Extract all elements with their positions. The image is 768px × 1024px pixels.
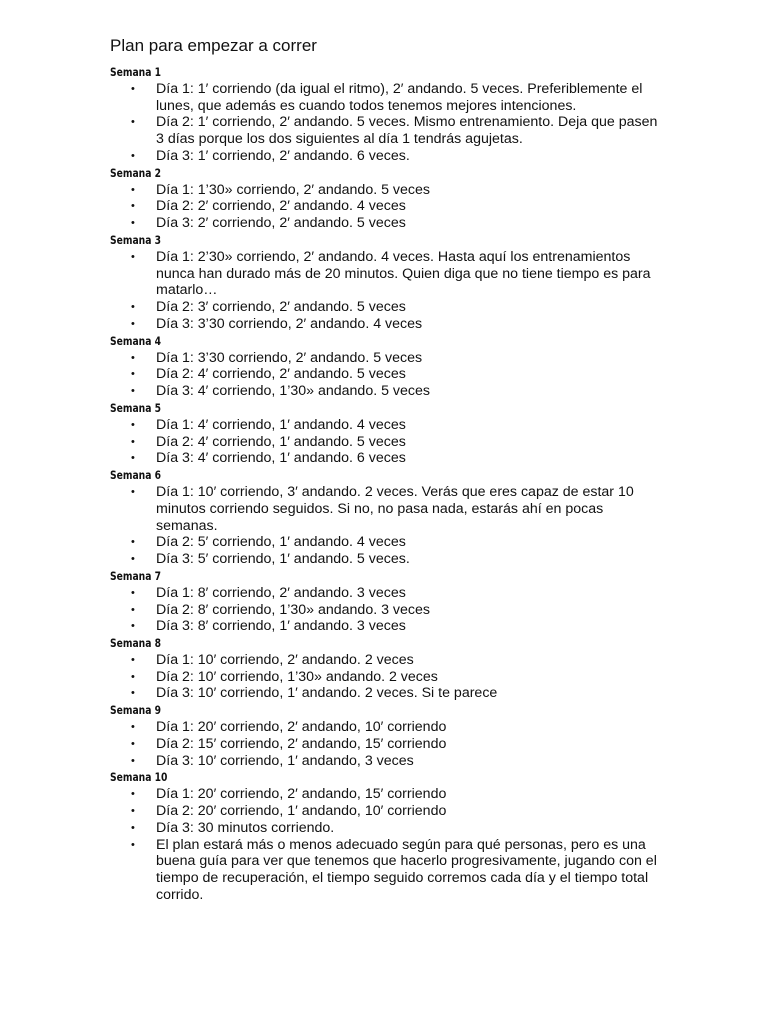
week-section (110, 333, 670, 400)
list-item (110, 484, 670, 534)
list-item (110, 652, 670, 669)
list-item (110, 585, 670, 602)
week-heading: Semana 7 (110, 568, 162, 583)
bullet-icon: • (131, 485, 135, 498)
day-list (110, 81, 670, 165)
list-item (110, 417, 670, 434)
week-section (110, 467, 670, 568)
week-heading: Semana 9 (110, 703, 162, 718)
list-item (110, 198, 670, 215)
bullet-icon: • (131, 452, 135, 465)
week-section (110, 64, 670, 165)
list-item (110, 736, 670, 753)
document-title: Plan para empezar a correr (110, 36, 317, 55)
list-item (110, 551, 670, 568)
list-item-text: Día 1: 4′ corriendo, 1′ andando. 4 veces (156, 416, 406, 433)
bullet-icon: • (131, 553, 135, 566)
day-list (110, 585, 670, 635)
list-item (110, 182, 670, 199)
list-item (110, 719, 670, 736)
bullet-icon: • (131, 183, 135, 196)
list-item (110, 249, 670, 299)
week-heading: Semana 1 (110, 65, 162, 79)
bullet-icon: • (131, 385, 135, 398)
list-item-text: Día 2: 4′ corriendo, 1′ andando. 5 veces (156, 433, 406, 450)
list-item (110, 114, 670, 148)
bullet-icon: • (131, 805, 135, 818)
bullet-icon: • (131, 721, 135, 734)
week-heading: Semana 4 (110, 333, 162, 348)
list-item-text: Día 1: 10′ corriendo, 2′ andando. 2 veces (156, 651, 414, 668)
training-plan (110, 64, 670, 904)
list-item-text: Día 3: 30 minutos corriendo. (156, 819, 335, 836)
list-item (110, 534, 670, 551)
bullet-icon: • (131, 603, 135, 616)
day-list (110, 249, 670, 333)
bullet-icon: • (131, 217, 135, 230)
list-item-text: El plan estará más o menos adecuado según para qué personas, pero es una buena guía para ver que tenemos que hacerlo progresivamente, jugando con el tiempo de recuperación, el tiempo seguido corremos cada día y el tiempo total corrido. (156, 836, 657, 904)
week-section (110, 400, 670, 467)
bullet-icon: • (131, 116, 135, 129)
week-section (110, 232, 670, 333)
list-item (110, 316, 670, 333)
list-item-text: Día 1: 20′ corriendo, 2′ andando, 10′ corriendo (156, 719, 447, 736)
bullet-icon: • (131, 351, 135, 364)
list-item-text: Día 3: 5′ corriendo, 1′ andando. 5 veces. (156, 551, 410, 568)
list-item (110, 602, 670, 619)
list-item (110, 786, 670, 803)
week-heading: Semana 8 (110, 636, 162, 651)
list-item-text: Día 1: 3’30 corriendo, 2′ andando. 5 veces (156, 349, 423, 366)
week-section (110, 165, 670, 232)
week-heading: Semana 3 (110, 232, 162, 247)
bullet-icon: • (131, 301, 135, 314)
list-item-text: Día 3: 2′ corriendo, 2′ andando. 5 veces (156, 215, 406, 232)
list-item (110, 366, 670, 383)
list-item-text: Día 1: 10′ corriendo, 3′ andando. 2 veces. Verás que eres capaz de estar 10 minutos corriendo seguidos. Si no, no pasa nada, estarás ahí en pocas semanas. (156, 483, 634, 534)
list-item-text: Día 3: 10′ corriendo, 1′ andando, 3 veces (156, 752, 414, 769)
list-item-text: Día 2: 1′ corriendo, 2′ andando. 5 veces. Mismo entrenamiento. Deja que pasen 3 días porque los dos siguientes al día 1 tendrás agujetas. (156, 114, 658, 148)
bullet-icon: • (131, 536, 135, 549)
day-list (110, 484, 670, 568)
list-item (110, 383, 670, 400)
list-item (110, 685, 670, 702)
list-item-text: Día 3: 10′ corriendo, 1′ andando. 2 veces. Si te parece (156, 685, 498, 702)
day-list (110, 182, 670, 232)
day-list (110, 417, 670, 467)
week-section (110, 702, 670, 769)
bullet-icon: • (131, 687, 135, 700)
bullet-icon: • (131, 82, 135, 95)
list-item (110, 618, 670, 635)
week-section (110, 568, 670, 635)
week-heading: Semana 10 (110, 770, 168, 785)
list-item-text: Día 2: 4′ corriendo, 2′ andando. 5 veces (156, 366, 406, 383)
list-item (110, 669, 670, 686)
list-item (110, 803, 670, 820)
list-item (110, 753, 670, 770)
list-item-text: Día 2: 8′ corriendo, 1’30» andando. 3 veces (156, 601, 430, 618)
bullet-icon: • (131, 149, 135, 162)
list-item-text: Día 2: 15′ corriendo, 2′ andando, 15′ corriendo (156, 735, 447, 752)
day-list (110, 786, 670, 904)
list-item-text: Día 1: 2’30» corriendo, 2′ andando. 4 veces. Hasta aquí los entrenamientos nunca han durado más de 20 minutos. Quien diga que no tiene tiempo es para matarlo… (156, 248, 651, 299)
list-item (110, 299, 670, 316)
day-list (110, 652, 670, 702)
list-item (110, 350, 670, 367)
bullet-icon: • (131, 317, 135, 330)
bullet-icon: • (131, 435, 135, 448)
week-heading: Semana 2 (110, 165, 162, 180)
list-item-text: Día 2: 2′ corriendo, 2′ andando. 4 veces (156, 198, 406, 215)
list-item-text: Día 1: 1′ corriendo (da igual el ritmo), 2′ andando. 5 veces. Preferiblemente el lunes, que además es cuando todos tenemos mejores intenciones. (156, 80, 643, 114)
list-item-text: Día 3: 8′ corriendo, 1′ andando. 3 veces (156, 618, 406, 635)
bullet-icon: • (131, 788, 135, 801)
week-section (110, 769, 670, 903)
list-item-text: Día 3: 3’30 corriendo, 2′ andando. 4 veces (156, 315, 423, 332)
bullet-icon: • (131, 586, 135, 599)
list-item (110, 215, 670, 232)
list-item (110, 820, 670, 837)
list-item (110, 450, 670, 467)
bullet-icon: • (131, 418, 135, 431)
list-item-text: Día 2: 10′ corriendo, 1’30» andando. 2 veces (156, 668, 438, 685)
bullet-icon: • (131, 838, 135, 851)
list-item (110, 148, 670, 165)
bullet-icon: • (131, 200, 135, 213)
bullet-icon: • (131, 368, 135, 381)
week-heading: Semana 5 (110, 400, 162, 415)
week-section (110, 635, 670, 702)
list-item (110, 434, 670, 451)
list-item (110, 81, 670, 115)
list-item-text: Día 1: 1’30» corriendo, 2′ andando. 5 veces (156, 181, 430, 198)
bullet-icon: • (131, 737, 135, 750)
bullet-icon: • (131, 620, 135, 633)
bullet-icon: • (131, 670, 135, 683)
bullet-icon: • (131, 821, 135, 834)
list-item-text: Día 1: 20′ corriendo, 2′ andando, 15′ corriendo (156, 786, 447, 803)
bullet-icon: • (131, 653, 135, 666)
list-item-text: Día 3: 4′ corriendo, 1’30» andando. 5 veces (156, 383, 430, 400)
list-item-text: Día 3: 1′ corriendo, 2′ andando. 6 veces. (156, 147, 410, 164)
day-list (110, 350, 670, 400)
list-item-text: Día 2: 20′ corriendo, 1′ andando, 10′ corriendo (156, 803, 447, 820)
bullet-icon: • (131, 754, 135, 767)
day-list (110, 719, 670, 769)
week-heading: Semana 6 (110, 468, 162, 483)
list-item (110, 837, 670, 904)
list-item-text: Día 2: 5′ corriendo, 1′ andando. 4 veces (156, 534, 406, 551)
list-item-text: Día 3: 4′ corriendo, 1′ andando. 6 veces (156, 450, 406, 467)
bullet-icon: • (131, 250, 135, 263)
list-item-text: Día 2: 3′ corriendo, 2′ andando. 5 veces (156, 299, 406, 316)
list-item-text: Día 1: 8′ corriendo, 2′ andando. 3 veces (156, 584, 406, 601)
